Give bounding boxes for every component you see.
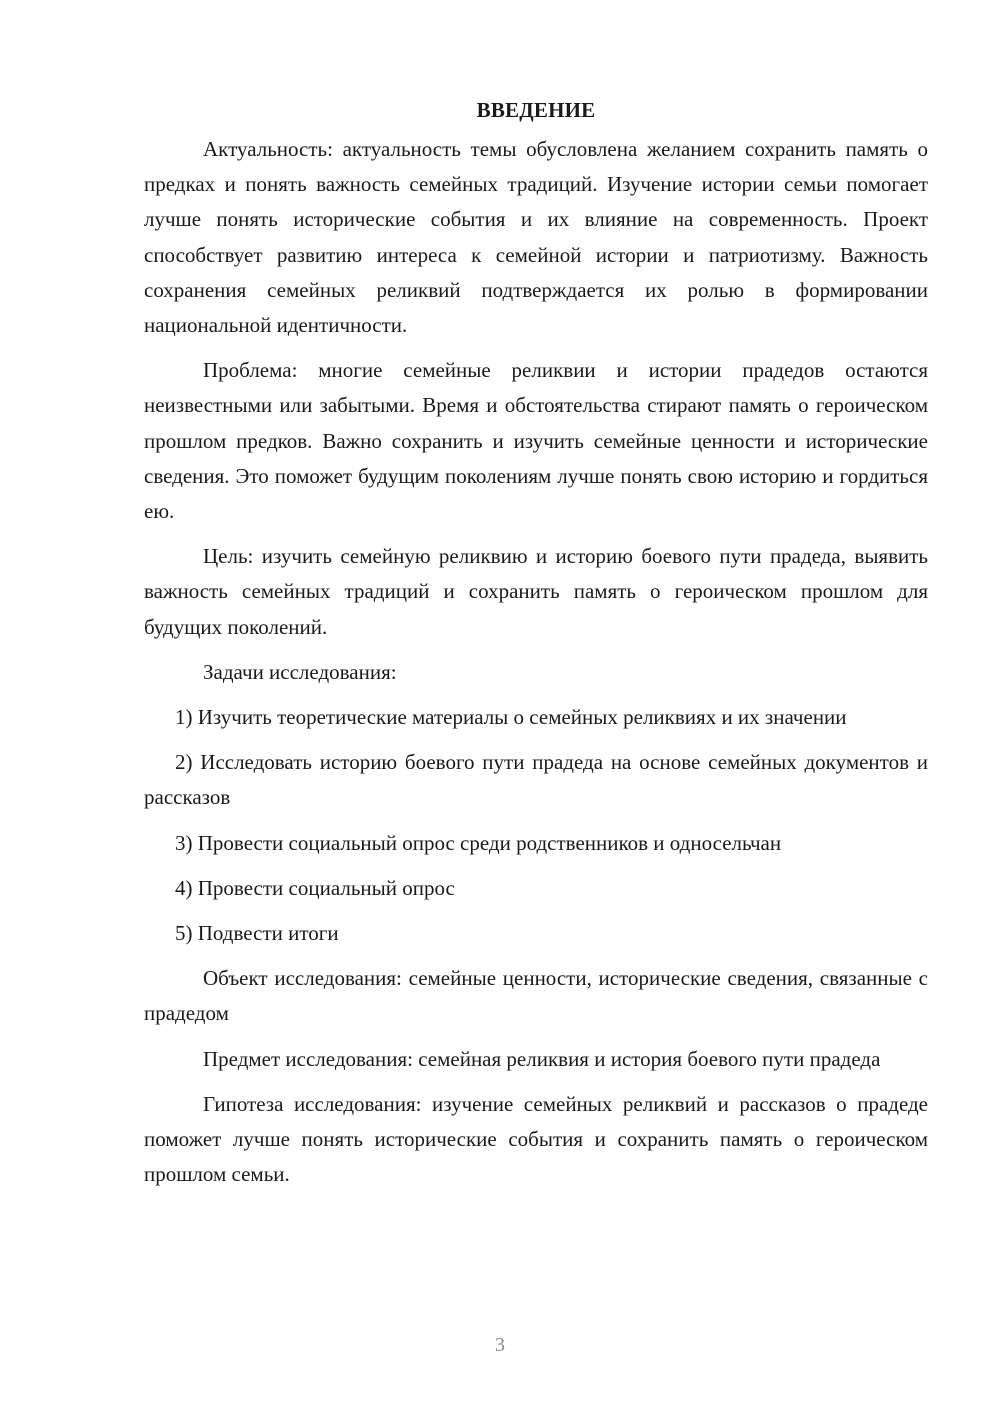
goal-paragraph: Цель: изучить семейную реликвию и историю боевого пути прадеда, выявить важность семейных традиций и сохранить память о героическом прошлом для будущих поколений. [144,544,928,639]
task-item: 4) Провести социальный опрос [175,875,455,900]
task-item: 1) Изучить теоретические материалы о семейных реликвиях и их значении [175,705,847,730]
subject-paragraph: Предмет исследования: семейная реликвия и история боевого пути прадеда [203,1046,881,1071]
tasks-heading: Задачи исследования: [203,659,397,684]
problem-paragraph: Проблема: многие семейные реликвии и истории прадедов остаются неизвестными или забытыми. Время и обстоятельства стирают память о героическом прошлом предков. Важно сохранить и изучить семейные ценности и исторические сведения. Это поможет будущим поколениям лучше понять свою историю и гордиться ею. [144,358,928,524]
section-title: ВВЕДЕНИЕ [476,98,596,122]
object-paragraph: Объект исследования: семейные ценности, исторические сведения, связанные с прадедом [144,966,928,1026]
hypothesis-paragraph: Гипотеза исследования: изучение семейных реликвий и рассказов о прадеде поможет лучше понять исторические события и сохранить память о героическом прошлом семьи. [144,1091,928,1187]
task-item: 5) Подвести итоги [175,921,339,946]
task-item: 3) Провести социальный опрос среди родственников и односельчан [175,830,782,855]
page-number: 3 [495,1334,505,1356]
task-item: 2) Исследовать историю боевого пути прадеда на основе семейных документов и рассказов [144,750,928,810]
relevance-paragraph: Актуальность: актуальность темы обусловлена желанием сохранить память о предках и понять важность семейных традиций. Изучение истории семьи помогает лучше понять исторические события и их влияние на современность. Проект способствует развитию интереса к семейной истории и патриотизму. Важность сохранения семейных реликвий подтверждается их ролью в формировании национальной идентичности. [144,137,928,338]
document-page [144,92,928,1202]
